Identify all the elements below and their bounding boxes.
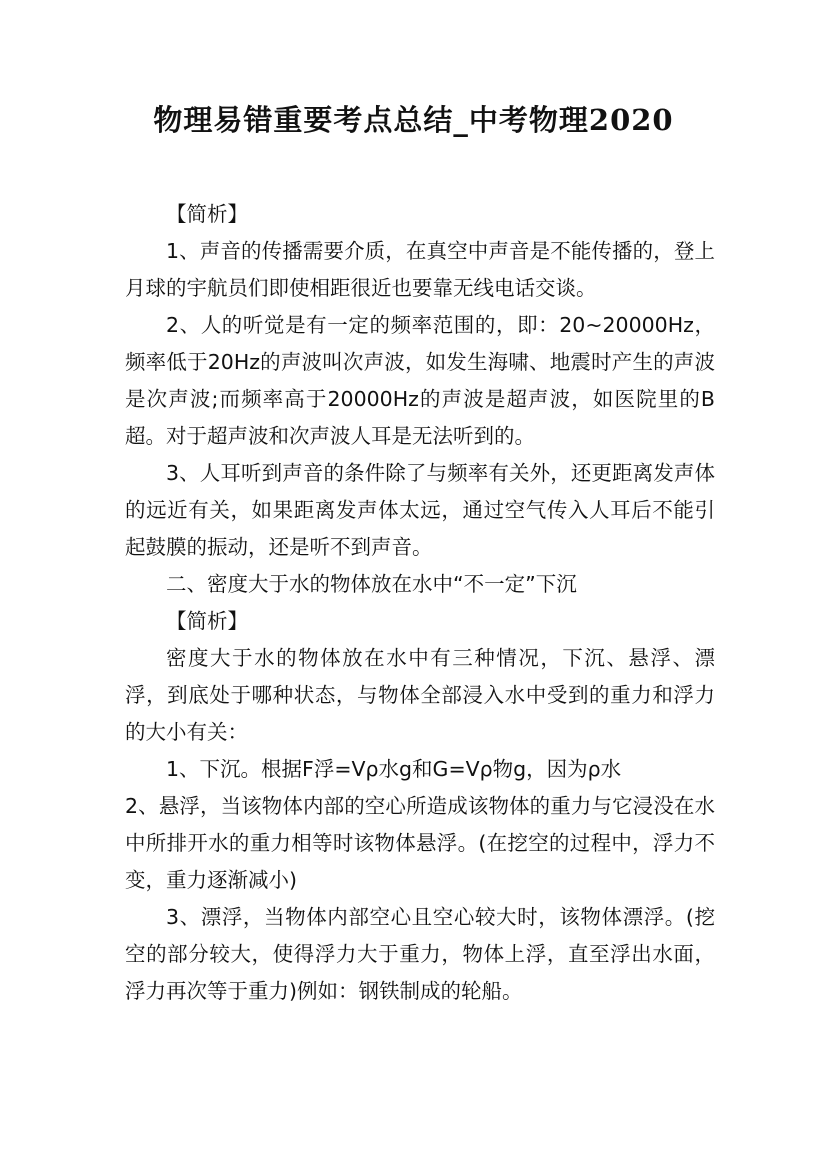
paragraph: 密度大于水的物体放在水中有三种情况，下沉、悬浮、漂浮，到底处于哪种状态，与物体全部浸入水中受到的重力和浮力的大小有关：	[125, 646, 715, 744]
paragraph: 2、人的听觉是有一定的频率范围的，即：20~20000Hz，频率低于20Hz的声波叫次声波，如发生海啸、地震时产生的声波是次声波;而频率高于20000Hz的声波是超声波，如医院里的B超。对于超声波和次声波人耳是无法听到的。	[125, 313, 715, 448]
document-title: 物理易错重要考点总结_中考物理2020	[153, 103, 674, 137]
paragraph: 3、人耳听到声音的条件除了与频率有关外，还更距离发声体的远近有关，如果距离发声体太远，通过空气传入人耳后不能引起鼓膜的振动，还是听不到声音。	[125, 461, 715, 559]
paragraph: 2、悬浮，当该物体内部的空心所造成该物体的重力与它浸没在水中所排开水的重力相等时该物体悬浮。(在挖空的过程中，浮力不变，重力逐渐减小)	[125, 794, 715, 892]
section-heading: 【简析】	[166, 202, 248, 226]
section-heading: 【简析】	[166, 609, 248, 633]
section-title: 二、密度大于水的物体放在水中“不一定”下沉	[166, 572, 577, 596]
paragraph: 3、漂浮，当物体内部空心且空心较大时，该物体漂浮。(挖空的部分较大，使得浮力大于重力，物体上浮，直至浮出水面，浮力再次等于重力)例如：钢铁制成的轮船。	[125, 905, 715, 1003]
document-body	[125, 196, 715, 1010]
paragraph: 1、下沉。根据F浮=Vρ水g和G=Vρ物g，因为ρ水	[166, 757, 622, 781]
paragraph: 1、声音的传播需要介质，在真空中声音是不能传播的，登上月球的宇航员们即使相距很近也要靠无线电话交谈。	[125, 239, 715, 300]
